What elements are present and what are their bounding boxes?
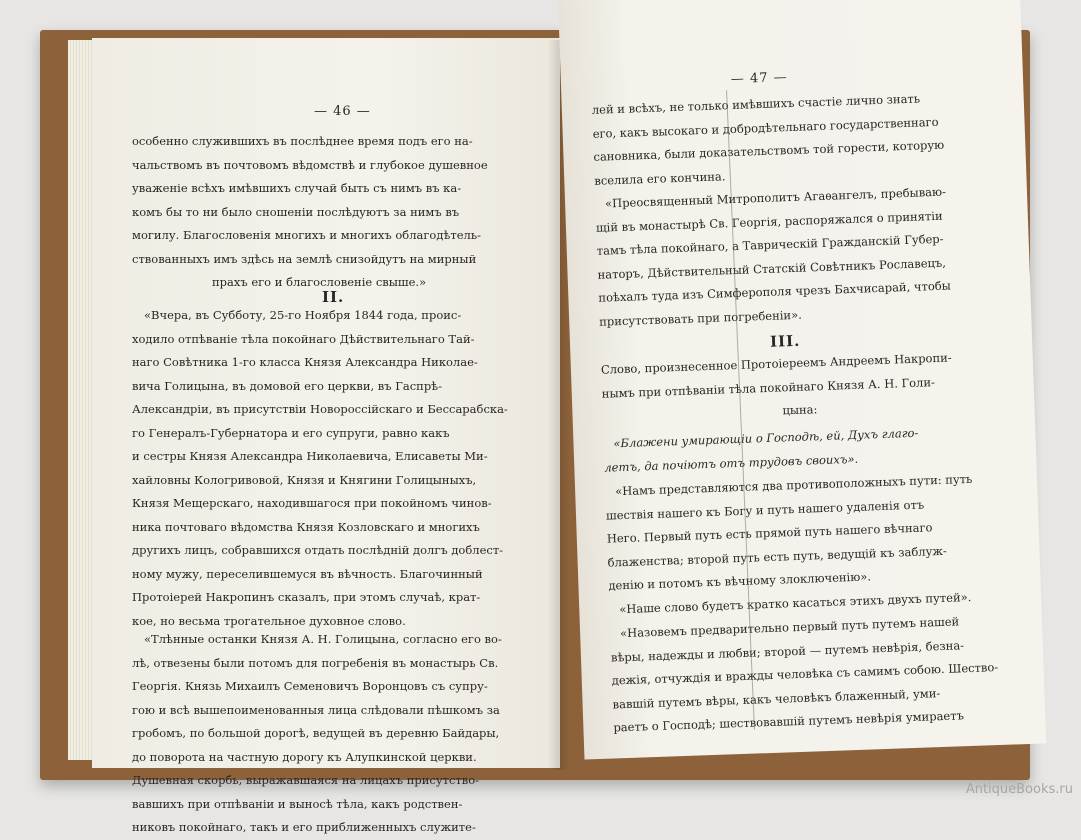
text-line: «Вчера, въ Субботу, 25-го Ноября 1844 года, проис- <box>144 308 462 322</box>
text-line: могилу. Благословенія многихъ и многихъ облагодѣтель- <box>132 228 481 242</box>
text-line: лѣ, отвезены были потомъ для погребенія въ монастырь Св. <box>132 655 499 670</box>
text-line: никовъ покойнаго, такъ и его приближенныхъ служите- <box>132 820 476 834</box>
text-line: блаженства; второй путь есть путь, ведущій къ заблуж- <box>607 543 948 570</box>
text-line: Георгія. Князь Михаилъ Семеновичъ Воронцовъ съ супру- <box>132 679 488 693</box>
text-line: летъ, да почіютъ отъ трудовъ своихъ». <box>604 451 859 475</box>
left-paragraph-a <box>132 130 488 295</box>
text-line: дежія, отчуждія и вражды человѣка съ самимъ собою. Шество- <box>611 660 999 688</box>
text-line: Князя Мещерскаго, находившагося при покойномъ чинов- <box>132 496 492 510</box>
text-line: прахъ его и благословеніе свыше.» <box>212 275 427 289</box>
text-line: сановника, были доказательствомъ той горести, которую <box>593 137 945 164</box>
text-line: Протоіерей Накропинъ сказалъ, при этомъ случаѣ, крат- <box>132 590 481 604</box>
right-paragraph-b <box>595 181 952 334</box>
text-line: вѣры, надежды и любви; второй — путемъ невѣрія, безна- <box>610 637 965 665</box>
text-line: цына: <box>782 402 818 418</box>
text-line: наго Совѣтника 1-го класса Князя Александра Николае- <box>132 355 478 369</box>
text-line: «Наше слово будетъ кратко касаться этихъ двухъ путей». <box>619 589 972 617</box>
text-line: Александріи, въ присутствіи Новороссійскаго и Бессарабска- <box>132 402 508 416</box>
text-line: наторъ, Дѣйствительный Статскій Совѣтникъ Рославецъ, <box>597 255 947 282</box>
text-line: присутствовать при погребеніи». <box>598 307 802 329</box>
text-line: чальствомъ въ почтовомъ вѣдомствѣ и глубокое душевное <box>132 157 488 172</box>
text-line: раетъ о Господѣ; шествовавшій путемъ невѣрія умираетъ <box>613 708 965 735</box>
text-line: поѣхалъ туда изъ Симферополя чрезъ Бахчисарай, чтобы <box>598 278 952 305</box>
text-line: уваженіе всѣхъ имѣвшихъ случай быть съ нимъ въ ка- <box>132 181 462 195</box>
text-line: ному мужу, переселившемуся въ вѣчность. Благочинный <box>132 566 483 581</box>
text-line: денію и потомъ къ вѣчному злоключенію». <box>608 569 872 593</box>
right-page-number: — 47 — <box>730 70 788 88</box>
text-line: комъ бы то ни было сношеніи послѣдуютъ за нимъ въ <box>132 204 460 219</box>
text-line: Слово, произнесенное Протоіереемъ Андреемъ Накропи- <box>600 350 952 377</box>
text-line: вича Голицына, въ домовой его церкви, въ Гаспрѣ- <box>132 378 442 393</box>
text-line: и сестры Князя Александра Николаевича, Елисаветы Ми- <box>132 449 488 463</box>
text-line: вавшихъ при отпѣваніи и выносѣ тѣла, какъ родствен- <box>132 796 463 811</box>
right-paragraph-d <box>605 468 976 598</box>
watermark: AntiqueBooks.ru <box>965 782 1073 797</box>
text-line: «Тлѣнные останки Князя А. Н. Голицына, согласно его во- <box>144 632 502 646</box>
left-paragraph-c <box>132 628 502 840</box>
section-heading-iii: III. <box>769 331 801 351</box>
text-line: вселила его кончина. <box>594 168 726 188</box>
text-line: вавшій путемъ вѣры, какъ человѣкъ блаженный, уми- <box>612 685 941 712</box>
left-page <box>92 38 560 834</box>
text-line: «Блажени умирающіи о Господѣ, ей, Духъ глаго- <box>613 425 919 451</box>
text-line: ходило отпѣваніе тѣла покойнаго Дѣйствительнаго Тай- <box>132 331 475 346</box>
text-line: Него. Первый путь есть прямой путь нашего вѣчнаго <box>606 520 933 546</box>
text-line: тамъ тѣла покойнаго, а Таврическій Гражданскій Губер- <box>596 231 944 258</box>
text-line: ствованныхъ имъ здѣсь на землѣ снизойдутъ на мирный <box>132 251 477 266</box>
text-line: ника почтоваго вѣдомства Князя Козловскаго и многихъ <box>132 519 480 534</box>
text-line: «Намъ представляются два противоположныхъ пути: путь <box>614 471 973 499</box>
text-line: гробомъ, по большой дорогѣ, ведущей въ деревню Байдары, <box>132 726 500 740</box>
text-line: «Преосвященный Митрополитъ Агаѳангелъ, пребываю- <box>604 184 947 211</box>
text-line: его, какъ высокаго и добродѣтельнаго государственнаго <box>592 114 939 141</box>
right-page <box>558 0 1046 760</box>
text-line: хайловны Кологривовой, Князя и Княгини Голицыныхъ, <box>132 472 477 487</box>
text-line: шествія нашего къ Богу и путь нашего удаленія отъ <box>605 497 925 523</box>
text-line: до поворота на частную дорогу къ Алупкинской церкви. <box>132 749 477 764</box>
text-line: лей и всѣхъ, не только имѣвшихъ счастіе лично знать <box>591 91 921 117</box>
text-line: гою и всѣ вышепоименованныя лица слѣдовали пѣшкомъ за <box>132 702 500 717</box>
text-line: другихъ лицъ, собравшихся отдать послѣдній долгъ доблест- <box>132 543 504 557</box>
text-line: кое, но весьма трогательное духовное слово. <box>132 613 406 628</box>
text-line: «Назовемъ предварительно первый путь путемъ нашей <box>619 614 960 641</box>
right-paragraph-a <box>591 87 945 193</box>
text-line: щій въ монастырѣ Св. Георгія, распоряжался о принятіи <box>595 208 943 235</box>
text-line: нымъ при отпѣваніи тѣла покойнаго Князя А. Н. Голи- <box>601 374 936 401</box>
right-paragraph-c <box>601 346 954 429</box>
text-line: особенно служившихъ въ послѣднее время подъ его на- <box>132 134 473 148</box>
text-line: Душевная скорбь, выражавшаяся на лицахъ присутство- <box>132 773 480 787</box>
left-page-number: — 46 — <box>314 104 371 119</box>
left-paragraph-b <box>132 304 508 633</box>
section-heading-ii: II. <box>322 288 345 306</box>
text-line: го Генералъ-Губернатора и его супруги, равно какъ <box>132 425 450 440</box>
right-paragraph-f <box>610 609 1001 740</box>
